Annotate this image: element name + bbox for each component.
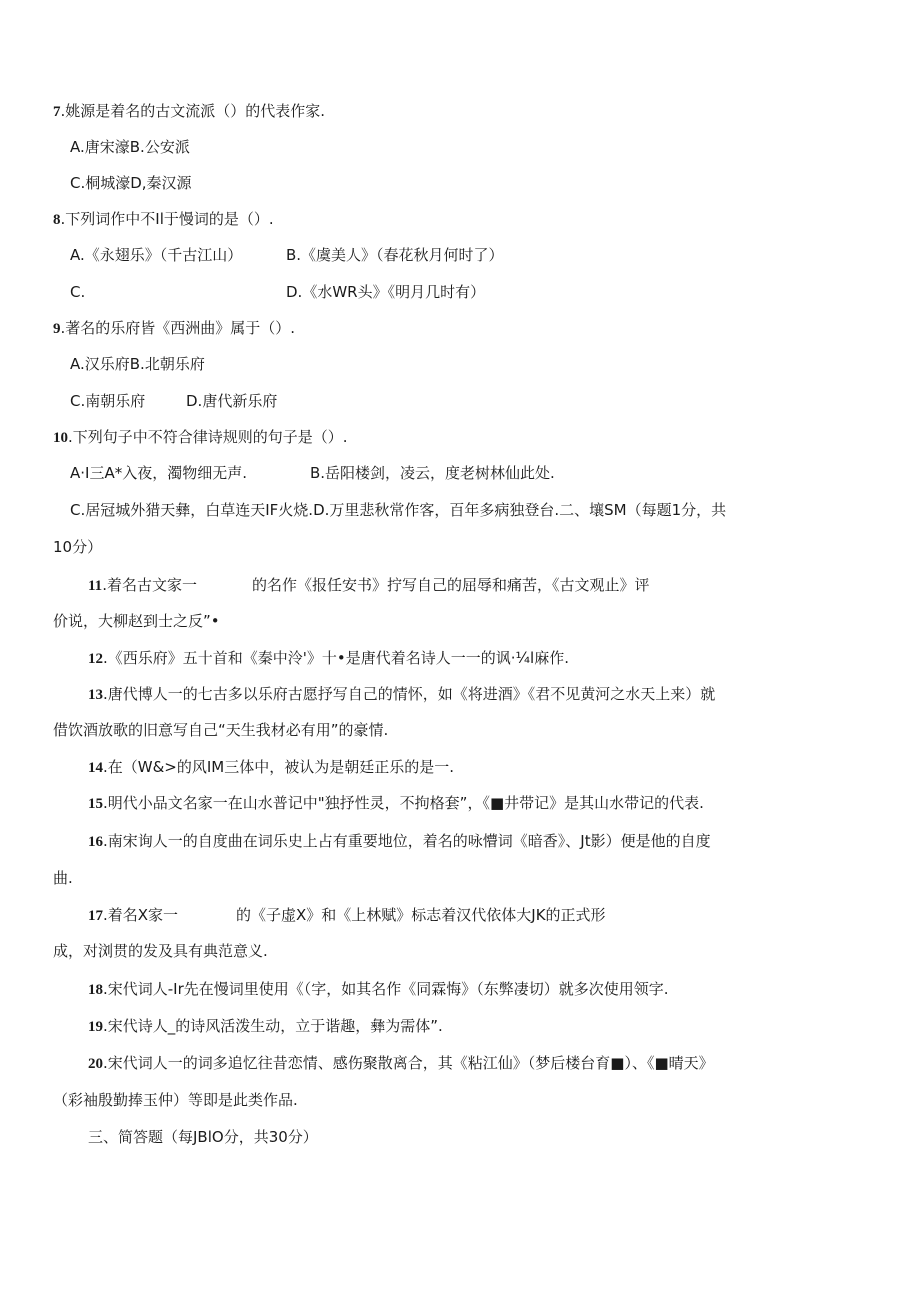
question-text: .明代小品文名家一在山水普记中"独抒性灵，不拘格套”，《■井带记》是其山水带记的代表. <box>103 794 704 812</box>
question-text: .宋代词人一的词多追忆往昔恋情、感伤聚散离合，其《粘江仙》（梦后楼台育■）、《■晴天》 <box>103 1054 714 1072</box>
question-number: 17 <box>88 908 103 924</box>
question-9-option-d: D.唐代新乐府 <box>186 392 278 410</box>
question-17-line-2: 成，对浏贯的发及具有典范意义. <box>53 942 268 960</box>
question-8-option-c: C. <box>70 283 86 301</box>
question-19 <box>88 1016 443 1037</box>
question-20 <box>88 1053 714 1074</box>
question-13-line-2: 借饮酒放歌的旧意写自己“天生我材必有用”的豪情. <box>53 721 389 739</box>
question-9-option-c: C.南朝乐府 <box>70 392 146 410</box>
question-8-option-a: A.《永翅乐》（千古江山） <box>70 246 243 264</box>
question-number: 9 <box>53 321 61 337</box>
section-2-points: 10分） <box>53 538 103 556</box>
question-text: .宋代词人-Ir先在慢词里使用《（字，如其名作《同霖悔》（东弊凄切）就多次使用领字. <box>103 980 669 998</box>
question-text: .《西乐府》五十首和《秦中泠'》十•是唐代着名诗人一一的讽·¼l麻作. <box>103 649 569 667</box>
question-18 <box>88 979 669 1000</box>
question-17-continued: 的《子虚X》和《上林赋》标志着汉代依体大JK的正式形 <box>236 906 606 924</box>
question-14 <box>88 757 454 778</box>
question-7-options-ab: A.唐宋濠B.公安派 <box>70 138 190 156</box>
question-10-option-b: B.岳阳楼剑，凌云，度老树林仙此处. <box>310 464 555 482</box>
question-7 <box>53 101 325 122</box>
question-number: 12 <box>88 651 103 667</box>
question-number: 8 <box>53 212 61 228</box>
question-number: 20 <box>88 1056 103 1072</box>
question-17 <box>88 905 178 926</box>
question-number: 13 <box>88 687 103 703</box>
question-text: .在（W&>的风IM三体中，被认为是朝廷正乐的是一. <box>103 758 455 776</box>
question-text: .南宋询人一的自度曲在词乐史上占有重要地位，着名的咏懵词《暗香》、Jt影）便是他的自度 <box>103 832 711 850</box>
question-12 <box>88 648 569 669</box>
question-9 <box>53 318 295 339</box>
question-number: 11 <box>88 578 103 594</box>
question-text: .著名的乐府皆《西洲曲》属于（）. <box>60 319 296 337</box>
question-15 <box>88 793 704 814</box>
question-11-continued: 的名作《报任安书》拧写自己的屈辱和痛苦，《古文观止》评 <box>252 576 650 594</box>
question-7-options-cd: C.桐城濠D,秦汉源 <box>70 174 192 192</box>
question-8-option-d: D.《水WR头》《明月几时有） <box>286 283 486 301</box>
question-13 <box>88 684 715 705</box>
question-20-line-2: （彩袖殷勤捧玉仲）等即是此类作品. <box>53 1091 298 1109</box>
question-text: .唐代博人一的七古多以乐府古愿抒写自己的情怀，如《将进酒》《君不见黄河之水天上来）就 <box>103 685 716 703</box>
question-number: 10 <box>53 430 68 446</box>
question-text: .下列句子中不符合律诗规则的句子是（）. <box>68 428 348 446</box>
question-number: 18 <box>88 982 103 998</box>
section-3-heading: 三、简答题（每JBlO分，共30分） <box>88 1128 318 1146</box>
question-11 <box>88 575 197 596</box>
question-8 <box>53 209 274 230</box>
question-10-options-cd: C.居冠城外猎天彝，白草连天IF火烧.D.万里悲秋常作客，百年多病独登台.二、壤SM（每题1分，共 <box>70 501 727 519</box>
question-number: 7 <box>53 104 61 120</box>
question-16-line-2: 曲. <box>53 869 73 887</box>
question-9-options-ab: A.汉乐府B.北朝乐府 <box>70 355 205 373</box>
question-10-option-a: A·I三A*入夜，濁物细无声. <box>70 464 247 482</box>
question-8-option-b: B.《虞美人》（春花秋月何时了） <box>286 246 504 264</box>
question-text: .宋代诗人_的诗风活泼生动，立于谐趣，彝为需体”. <box>103 1017 443 1035</box>
question-10 <box>53 427 348 448</box>
question-number: 15 <box>88 796 103 812</box>
question-number: 19 <box>88 1019 103 1035</box>
question-text: .着名古文家一 <box>102 576 197 594</box>
question-number: 14 <box>88 760 103 776</box>
question-text: .姚源是着名的古文流派（）的代表作家. <box>60 102 326 120</box>
question-11-line-2: 价说，大柳赵到士之反”• <box>53 612 220 630</box>
question-text: .下列词作中不Il于慢词的是（）. <box>60 210 274 228</box>
question-16 <box>88 831 711 852</box>
question-text: .着名X家一 <box>103 906 179 924</box>
question-number: 16 <box>88 834 103 850</box>
